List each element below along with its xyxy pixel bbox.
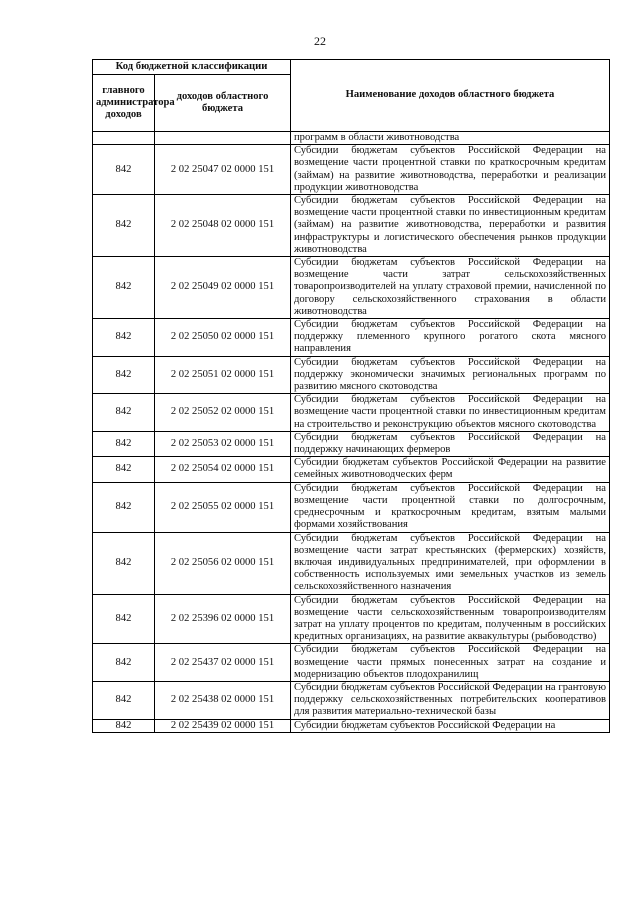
income-code-cell: 2 02 25056 02 0000 151 (155, 532, 291, 594)
income-name-cell: Субсидии бюджетам субъектов Российской Федерации на возмещение части прямых понесенных затрат на создание и модернизацию объектов плодохранилищ (291, 644, 610, 682)
admin-code-cell: 842 (93, 431, 155, 456)
income-name-cell: Субсидии бюджетам субъектов Российской Федерации на поддержку племенного крупного рогатого скота мясного направления (291, 319, 610, 357)
income-name-cell: Субсидии бюджетам субъектов Российской Федерации на поддержку экономически значимых региональных программ по развитию мясного скотоводства (291, 356, 610, 394)
admin-code-cell: 842 (93, 532, 155, 594)
table-row (93, 132, 610, 145)
income-code-cell: 2 02 25053 02 0000 151 (155, 431, 291, 456)
table-row (93, 394, 610, 432)
budget-classification-table (92, 59, 610, 733)
table-row (93, 145, 610, 195)
table-row (93, 319, 610, 357)
income-code-cell: 2 02 25047 02 0000 151 (155, 145, 291, 195)
income-name-cell: Субсидии бюджетам субъектов Российской Федерации на возмещение части сельскохозяйственным товаропроизводителям затрат на уплату процентов по кредитам, полученным в российских кредитных организациях, на развитие аквакультуры (рыбоводство) (291, 594, 610, 644)
table-header (93, 60, 610, 132)
admin-code-cell: 842 (93, 681, 155, 719)
admin-code-cell: 842 (93, 145, 155, 195)
admin-code-cell: 842 (93, 319, 155, 357)
income-name-cell: Субсидии бюджетам субъектов Российской Федерации на возмещение части процентной ставки по краткосрочным кредитам (займам) на развитие животноводства, переработки и реализации продукции животноводства (291, 145, 610, 195)
income-name-cell: Субсидии бюджетам субъектов Российской Федерации на (291, 719, 610, 732)
income-name-cell: Субсидии бюджетам субъектов Российской Федерации на возмещение части процентной ставки по долгосрочным, среднесрочным и краткосрочным кредитам, взятым малыми формами хозяйствования (291, 482, 610, 532)
table-row (93, 356, 610, 394)
admin-code-cell: 842 (93, 644, 155, 682)
admin-code-cell: 842 (93, 482, 155, 532)
table-row (93, 644, 610, 682)
table-row (93, 482, 610, 532)
income-code-cell: 2 02 25055 02 0000 151 (155, 482, 291, 532)
income-name-cell: Субсидии бюджетам субъектов Российской Федерации на грантовую поддержку сельскохозяйственных потребительских кооперативов для развития материально-технической базы (291, 681, 610, 719)
income-code-cell: 2 02 25437 02 0000 151 (155, 644, 291, 682)
header-col-name: Наименование доходов областного бюджета (291, 60, 610, 132)
admin-code-cell: 842 (93, 594, 155, 644)
table-row (93, 195, 610, 257)
income-code-cell: 2 02 25051 02 0000 151 (155, 356, 291, 394)
header-col-admin: главного администратора доходов (93, 75, 155, 132)
table-row (93, 457, 610, 482)
page-number: 22 (314, 34, 326, 48)
income-name-cell: Субсидии бюджетам субъектов Российской Федерации на возмещение части процентной ставки по инвестиционным кредитам (займам) на развитие животноводства, переработки и развития инфраструктуры и логистического обеспечения рынков продукции животноводства (291, 195, 610, 257)
income-name-cell: Субсидии бюджетам субъектов Российской Федерации на поддержку начинающих фермеров (291, 431, 610, 456)
table-body (93, 132, 610, 733)
income-name-cell: программ в области животноводства (291, 132, 610, 145)
income-code-cell: 2 02 25050 02 0000 151 (155, 319, 291, 357)
admin-code-cell: 842 (93, 719, 155, 732)
table-row (93, 431, 610, 456)
table-row (93, 681, 610, 719)
income-name-cell: Субсидии бюджетам субъектов Российской Федерации на возмещение части затрат сельскохозяйственных товаропроизводителей на уплату страховой премии, начисленной по договору сельскохозяйственного страхования в области животноводства (291, 257, 610, 319)
admin-code-cell: 842 (93, 457, 155, 482)
income-name-cell: Субсидии бюджетам субъектов Российской Федерации на возмещение части процентной ставки по инвестиционным кредитам на строительство и реконструкцию объектов мясного скотоводства (291, 394, 610, 432)
admin-code-cell: 842 (93, 394, 155, 432)
admin-code-cell (93, 132, 155, 145)
table-row (93, 719, 610, 732)
income-code-cell: 2 02 25049 02 0000 151 (155, 257, 291, 319)
table-row (93, 532, 610, 594)
income-code-cell: 2 02 25439 02 0000 151 (155, 719, 291, 732)
income-code-cell: 2 02 25052 02 0000 151 (155, 394, 291, 432)
income-code-cell: 2 02 25048 02 0000 151 (155, 195, 291, 257)
table-row (93, 257, 610, 319)
header-group-title: Код бюджетной классификации (93, 60, 291, 75)
header-col-code: доходов областного бюджета (155, 75, 291, 132)
income-code-cell (155, 132, 291, 145)
admin-code-cell: 842 (93, 195, 155, 257)
income-name-cell: Субсидии бюджетам субъектов Российской Федерации на развитие семейных животноводческих ферм (291, 457, 610, 482)
admin-code-cell: 842 (93, 257, 155, 319)
income-code-cell: 2 02 25054 02 0000 151 (155, 457, 291, 482)
income-name-cell: Субсидии бюджетам субъектов Российской Федерации на возмещение части затрат крестьянских (фермерских) хозяйств, включая индивидуальных предпринимателей, при оформлении в собственность используемых ими земельных участков из земель сельскохозяйственного назначения (291, 532, 610, 594)
income-code-cell: 2 02 25396 02 0000 151 (155, 594, 291, 644)
income-code-cell: 2 02 25438 02 0000 151 (155, 681, 291, 719)
admin-code-cell: 842 (93, 356, 155, 394)
table-row (93, 594, 610, 644)
